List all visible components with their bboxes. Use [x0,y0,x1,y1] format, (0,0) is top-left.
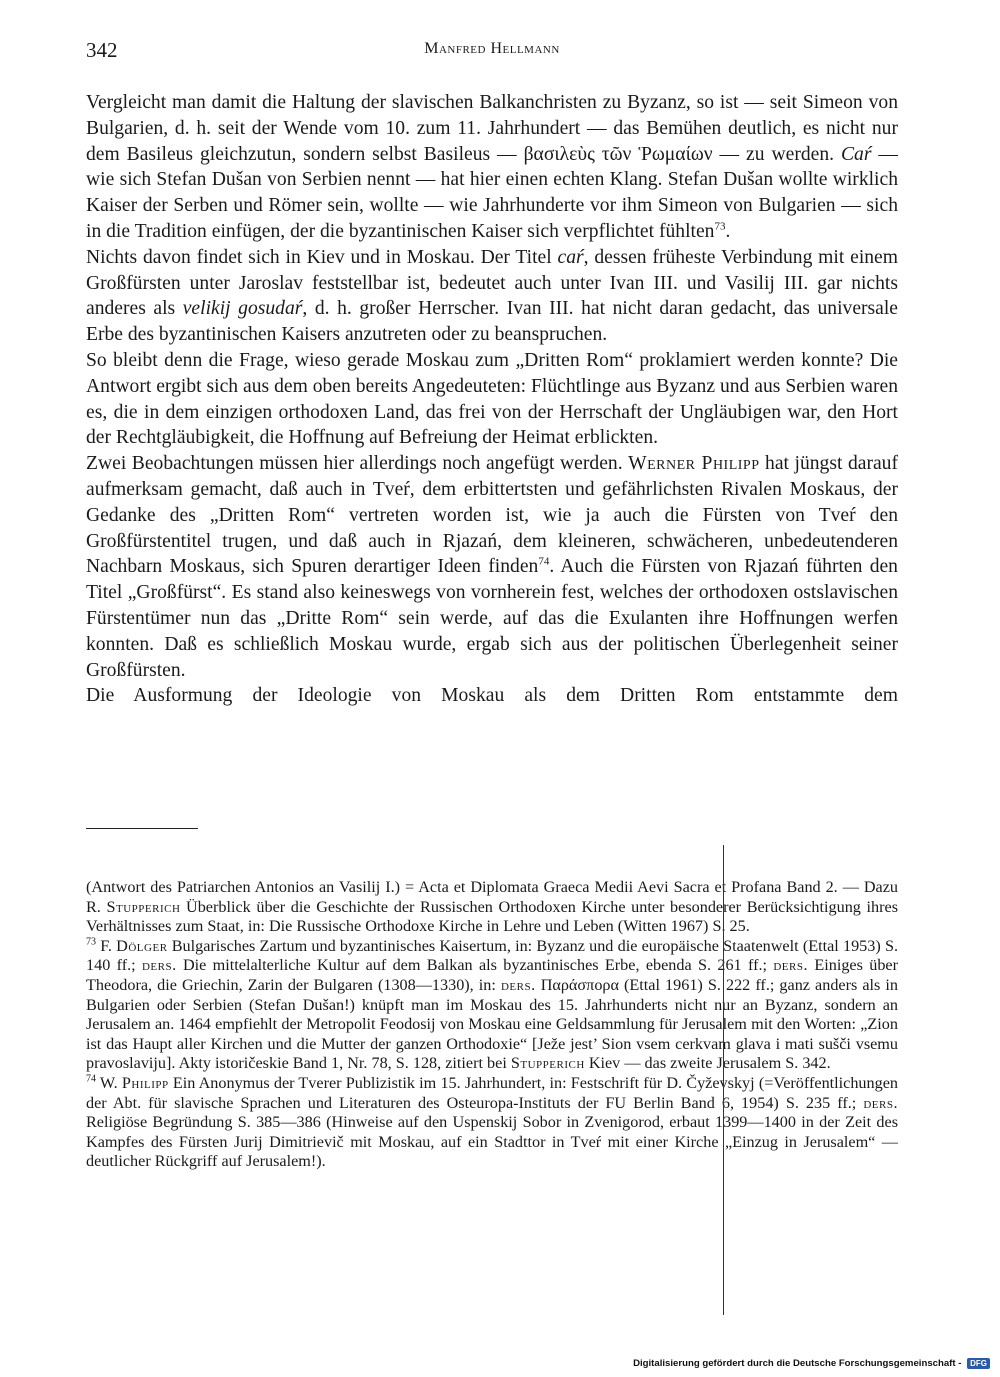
digitization-credit [633,1358,990,1372]
footnote-number: 73 [86,936,96,948]
author-name: ders. [863,1093,898,1112]
text-run: Überblick über die Geschichte der Russischen Orthodoxen Kirche unter besonderer Berücksichtigung ihres Verhältnisses zum Staat, in: Die Russische Orthodoxe Kirche in Lehre und Leben (Witten 1967) S. 25. [86,897,898,936]
footnote-separator [86,828,198,829]
text-run: Einiges über Theodora, die Griechin, Zarin der Bulgaren (1308—1330), in: [86,956,898,994]
text-run: , dessen früheste Verbindung mit einem Großfürsten unter Jaroslav feststellbar ist, bedeutet auch unter Ivan III. und Vasilij III. gar nichts anderes als [86,246,898,320]
text-run: Die mittelalterliche Kultur auf dem Balkan als byzantinisches Erbe, ebenda S. 261 ff.; [176,956,774,975]
paragraph [86,683,898,709]
dfg-logo: DFG [967,1358,990,1369]
text-run: So bleibt denn die Frage, wieso gerade Moskau zum „Dritten Rom“ proklamiert werden konnte? Die Antwort ergibt sich aus dem oben bereits Angedeuteten: Flüchtlinge aus Byzanz und aus Serbien waren es, die in dem einzigen orthodoxen Land, das frei von der Herrschaft der Ungläubigen war, den Hort der Rechtgläubigkeit, die Hoffnung auf Befreiung der Heimat erblickten. [86,349,898,449]
text-run: hat jüngst darauf aufmerksam gemacht, daß auch in Tveŕ, dem erbittertsten und gefährlichsten Rivalen Moskaus, der Gedanke des „Dritten Rom“ vertreten worden ist, wie ja auch die Fürsten von Tveŕ den Großfürstentitel trugen, und daß auch in Rjazań, dem kleineren, schwächeren, unbedeutenderen Nachbarn Moskaus, sich Spuren derartiger Ideen finden [86,453,898,578]
text-run: Kiev — das zweite Jerusalem S. 342. [584,1054,831,1073]
footnote-reference: 73 [714,220,726,233]
paragraph [86,245,898,348]
author-name: Werner Philipp [628,453,760,475]
author-name: ders. [773,956,809,975]
text-run: Nichts davon findet sich in Kiev und in Moskau. Der Titel [86,246,558,268]
author-name: Stupperich [106,897,181,916]
italic-term: caŕ [557,246,584,268]
author-name: Philipp [121,1073,169,1092]
text-run: (Antwort des Patriarchen Antonios an Vasilij I.) = Acta et Diplomata Graeca Medii Aevi Sacra et Profana Band 2. — Dazu R. [86,878,898,916]
text-run: Vergleicht man damit die Haltung der slavischen Balkanchristen zu Byzanz, so ist — seit Simeon von Bulgarien, d. h. seit der Wende vom 10. zum 11. Jahrhundert — das Bemühen deutlich, es nicht nur dem Basileus gleichzutun, sondern selbst Basileus — βασιλεὺς τῶν Ῥωμαίων — zu werden. [86,92,898,165]
text-run: W. [96,1073,122,1092]
credit-text: Digitalisierung gefördert durch die Deutsche Forschungsgemeinschaft - [633,1358,962,1370]
text-run: Παράσπορα (Ettal 1961) S. 222 ff.; ganz anders als in Bulgarien oder Serbien (Stefan Dušan!) knüpft man im Moskau des 15. Jahrhunderts nicht nur an Byzanz, sondern an Jerusalem an. 1464 empfiehlt der Metropolit Feodosij von Moskau eine Geldsammlung für Jerusalem mit den Worten: „Zion ist das Haupt aller Kirchen und die Mutter der ganzen Orthodoxie“ [Ježe jest’ Sion vsem cerkvam glava i mati sušči vsemu pravoslaviju]. Akty istoričeskie Band 1, Nr. 78, S. 128, zitiert bei [86,975,898,1073]
text-run: . Auch die Fürsten von Rjazań führten den Titel „Großfürst“. Es stand also keineswegs von vornherein fest, welches der orthodoxen ostslavischen Fürstentümer nun das „Dritte Rom“ sein werde, auf das die Exulanten ihre Hoffnungen werfen konnten. Daß es schließlich Moskau wurde, ergab sich aus der politischen Überlegenheit seiner Großfürsten. [86,556,898,681]
page-number: 342 [86,38,118,62]
page-header [86,38,898,68]
author-name: Dölger [116,936,168,955]
italic-term: velikij gosudaŕ [182,298,303,320]
footnote [86,1074,898,1172]
author-name: Stupperich [510,1054,585,1073]
author-name: ders. [141,956,177,975]
author-name: ders. [500,975,536,994]
paragraph [86,451,898,683]
footnotes [86,878,898,1172]
scan-artifact-line [723,845,724,1315]
footnote [86,937,898,1074]
text-run: F. [96,936,117,955]
text-run: Die Ausformung der Ideologie von Moskau als dem Dritten Rom entstammte dem [86,685,898,707]
main-text [86,90,898,709]
footnote [86,878,898,937]
footnote-reference: 74 [538,555,550,568]
text-run: , d. h. großer Herrscher. Ivan III. hat nicht daran gedacht, das universale Erbe des byzantinischen Kaisers anzutreten oder zu beanspruchen. [86,298,899,346]
italic-term: Caŕ [840,143,872,165]
running-head: Manfred Hellmann [424,40,560,57]
paragraph [86,348,898,451]
text-run: . [725,220,731,242]
footnote-number: 74 [86,1073,96,1085]
paragraph [86,90,898,245]
text-run: Ein Anonymus der Tverer Publizistik im 15. Jahrhundert, in: Festschrift für D. Čyževskyj (=Veröffentlichungen der Abt. für slavische Sprachen und Literaturen des Osteuropa-Instituts der FU Berlin Band 6, 1954) S. 235 ff.; [86,1073,898,1112]
text-run: — wie sich Stefan Dušan von Serbien nennt — hat hier einen echten Klang. Stefan Dušan wollte wirklich Kaiser der Serben und Römer sein, wollte — wie Jahrhunderte vor ihm Simeon von Bulgarien — sich in die Tradition einfügen, der die byzantinischen Kaiser sich verpflichtet fühlten [86,143,898,242]
text-run: Religiöse Begründung S. 385—386 (Hinweise auf den Uspenskij Sobor in Zvenigorod, erbaut 1399—1400 in der Zeit des Kampfes des Fürsten Jurij Dimitrievič mit Moskau, auf ein Stadttor in Tveŕ mit einer Kirche „Einzug in Jerusalem“ — deutlicher Rückgriff auf Jerusalem!). [86,1113,898,1171]
text-run: Zwei Beobachtungen müssen hier allerdings noch angefügt werden. [86,453,629,475]
text-run: Bulgarisches Zartum und byzantinisches Kaisertum, in: Byzanz und die europäische Staatenwelt (Ettal 1953) S. 140 ff.; [86,936,898,975]
